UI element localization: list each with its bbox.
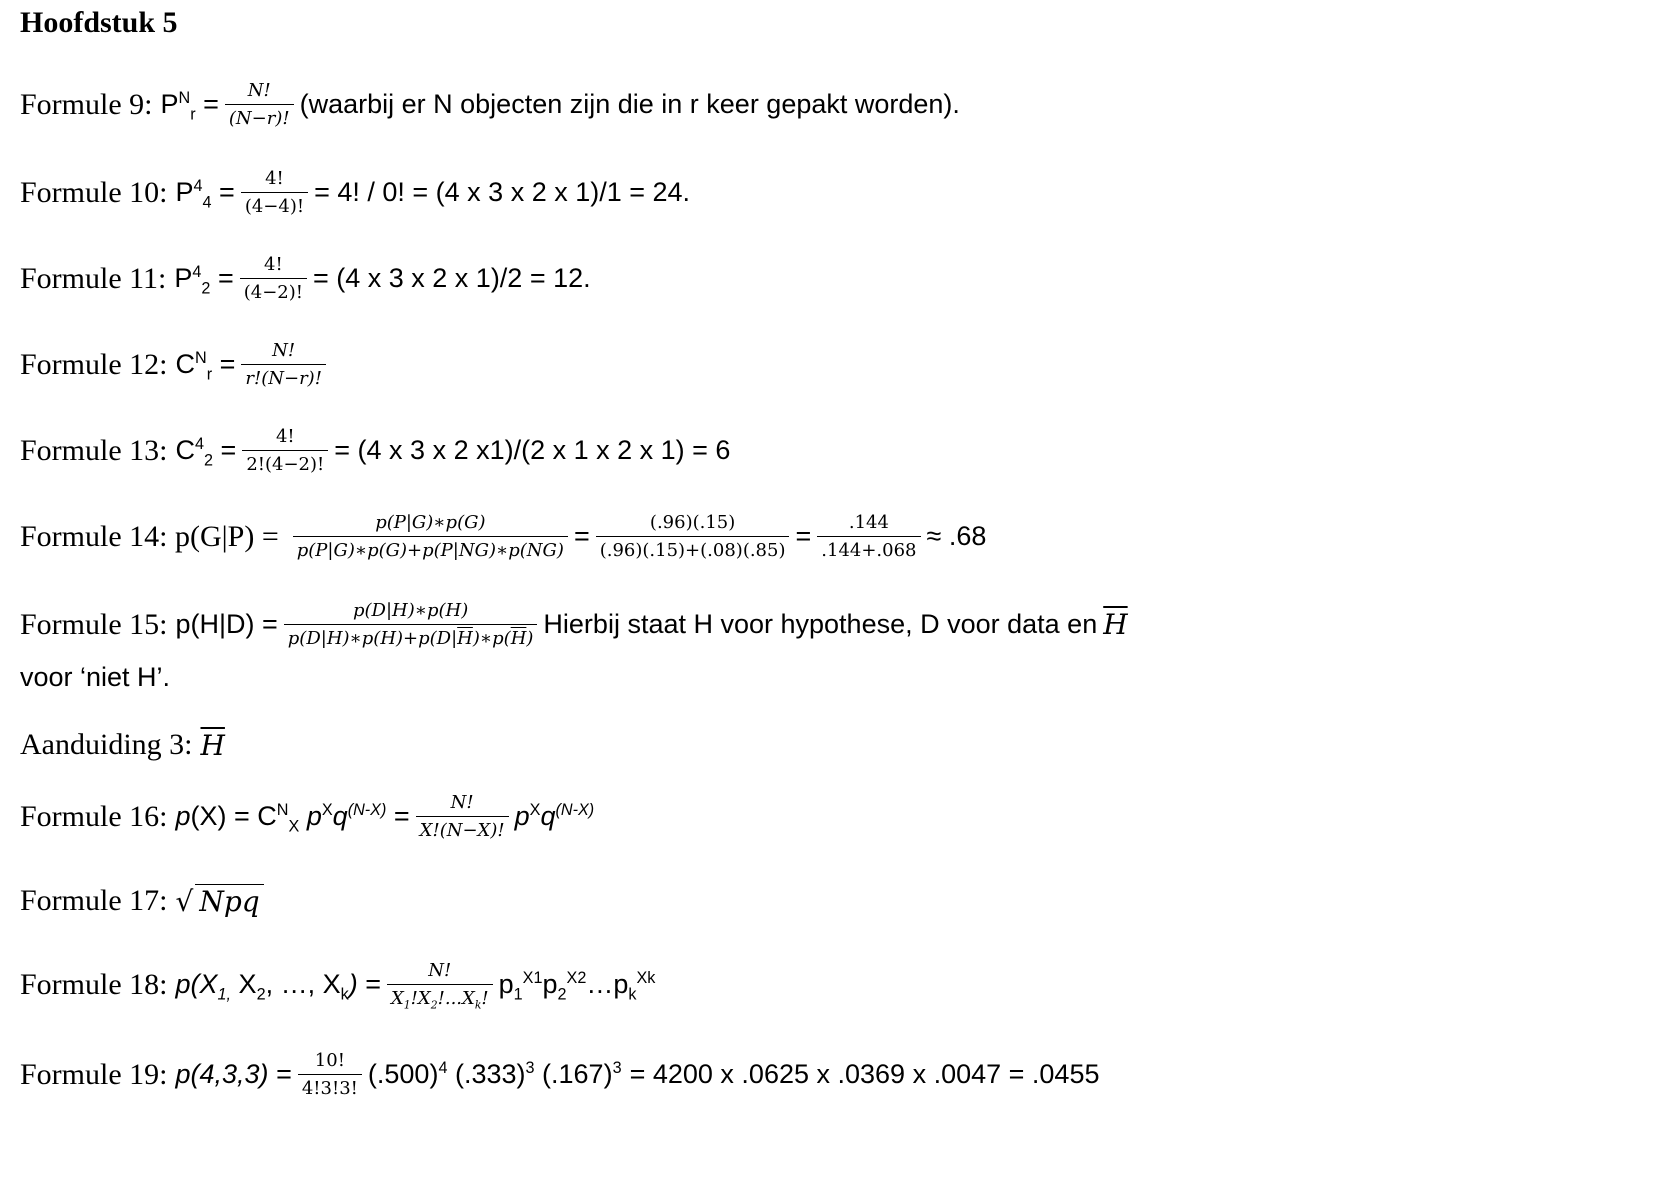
formula-16-denominator: X!(N−X)!: [416, 816, 509, 841]
formula-14-numerator-3: .144: [848, 512, 889, 533]
formula-18: [20, 960, 656, 1012]
formula-9-text: (waarbij er N objecten zijn die in r keer gepakt worden).: [299, 89, 960, 119]
formula-19: [20, 1050, 1099, 1099]
formula-14-numerator-1: p(P|G)∗p(G): [375, 512, 486, 533]
formula-10-numerator: 4!: [265, 168, 284, 189]
formula-16-fraction: [416, 792, 509, 841]
formula-14-numerator-2: (.96)(.15): [649, 512, 736, 533]
formula-13-text: = (4 x 3 x 2 x1)/(2 x 1 x 2 x 1) = 6: [334, 435, 731, 465]
notation-3-label: Aanduiding 3:: [20, 728, 193, 761]
formula-12-denominator: r!(N−r)!: [241, 364, 326, 389]
formula-11-lhs: $P^4_2$ =: [174, 263, 234, 298]
formula-11-numerator: 4!: [264, 254, 283, 275]
formula-16-label: Formule 16:: [20, 799, 168, 833]
formula-10-lhs: $P^4_4$ =: [175, 177, 235, 212]
h-bar-symbol: $\overline{H}$: [200, 728, 225, 762]
formula-13-numerator: 4!: [275, 426, 295, 447]
formula-9-fraction: [225, 80, 294, 129]
formula-18-label: Formule 18:: [20, 967, 168, 1001]
formula-12-fraction: [241, 340, 326, 389]
formula-11-text: = (4 x 3 x 2 x 1)/2 = 12.: [312, 263, 591, 293]
square-root: [176, 884, 264, 918]
h-bar-symbol: $\overline{H}$: [1103, 608, 1128, 641]
formula-19-text: = 4200 x .0625 x .0369 x .0047 = .0455: [629, 1059, 1100, 1089]
formula-19-numerator: 10!: [314, 1050, 345, 1071]
equals-sign: =: [573, 521, 590, 551]
formula-9-denominator: (N−r)!: [225, 104, 294, 129]
radical-sign-icon: √: [175, 885, 194, 918]
formula-15-denominator: $p(D|H)∗p(H)+p(D|\overline{H})∗p(\overline{H})$: [284, 624, 538, 649]
formula-17: [20, 884, 264, 918]
formula-11-denominator: (4−2)!: [240, 278, 307, 303]
formula-15-continuation: voor ‘niet H’.: [20, 662, 171, 692]
formula-11-label: Formule 11:: [20, 261, 167, 295]
formula-9: [20, 80, 960, 129]
formula-19-label: Formule 19:: [20, 1057, 168, 1091]
formula-17-radicand: Npq: [195, 884, 263, 918]
formula-10-fraction: [241, 168, 308, 217]
formula-19-powers: $(.500)^4$ $(.333)^3$ $(.167)^3$: [367, 1059, 622, 1089]
formula-19-fraction: [298, 1050, 362, 1099]
formula-14-text: ≈ .68: [926, 521, 987, 551]
formula-15-fraction: [284, 600, 538, 649]
formula-13-lhs: $C^4_2$ =: [175, 435, 237, 470]
formula-14-fraction-3: [817, 512, 920, 561]
formula-13-label: Formule 13:: [20, 433, 168, 467]
formula-17-label: Formule 17:: [20, 884, 168, 917]
formula-13-denominator: 2!(4−2)!: [242, 450, 328, 475]
equals-sign: =: [795, 521, 812, 551]
formula-15-label: Formule 15:: [20, 607, 168, 641]
formula-10-text: = 4! / 0! = (4 x 3 x 2 x 1)/1 = 24.: [314, 177, 691, 207]
formula-12-numerator: N!: [272, 340, 296, 361]
formula-11-fraction: [240, 254, 307, 303]
formula-16-lhs: $p(X) = C^N_X$ $p^Xq^{(N-X)}$ =: [175, 801, 410, 836]
formula-12-lhs: $C^N_r$ =: [175, 349, 236, 384]
formula-16: [20, 792, 594, 841]
formula-10: [20, 168, 690, 217]
formula-14-fraction-1: [293, 512, 568, 561]
notation-3: [20, 728, 225, 762]
formula-19-lhs: p(4,3,3) =: [175, 1059, 292, 1089]
formula-16-numerator: N!: [450, 792, 474, 813]
formula-18-numerator: N!: [428, 960, 452, 981]
formula-12-label: Formule 12:: [20, 347, 168, 381]
formula-18-fraction: [387, 960, 493, 1012]
formula-14: [20, 512, 986, 561]
formula-15-lhs: p(H|D) =: [175, 609, 278, 639]
formula-10-denominator: (4−4)!: [241, 192, 308, 217]
formula-12: [20, 340, 332, 389]
formula-15-numerator: p(D|H)∗p(H): [352, 600, 469, 621]
formula-18-rhs: $p_1^{X1}p_2^{X2}\dots p_k^{Xk}$: [498, 969, 656, 1004]
formula-13: [20, 426, 730, 475]
chapter-title: Hoofdstuk 5: [20, 6, 178, 39]
formula-14-denominator-3: .144+.068: [817, 536, 920, 561]
formula-13-fraction: [242, 426, 328, 475]
formula-14-label: Formule 14: p(G|P) =: [20, 519, 279, 553]
formula-9-numerator: N!: [247, 80, 271, 101]
formula-15: [20, 600, 1128, 649]
formula-11: [20, 254, 591, 303]
formula-16-rhs: $p^Xq^{(N-X)}$: [514, 801, 595, 831]
formula-9-label: Formule 9:: [20, 87, 153, 121]
formula-18-lhs: $p(X_{1,}$ $X_2$, …, $X_k$) =: [175, 969, 381, 1004]
formula-15-text: Hierbij staat H voor hypothese, D voor data en: [543, 609, 1098, 639]
formula-10-label: Formule 10:: [20, 175, 168, 209]
formula-14-denominator-2: (.96)(.15)+(.08)(.85): [596, 536, 790, 561]
formula-18-denominator: $X_1!X_2!...X_k$!: [387, 984, 493, 1009]
formula-14-fraction-2: [596, 512, 790, 561]
formula-9-lhs: $P^N_r$ =: [160, 89, 219, 124]
formula-14-denominator-1: p(P|G)∗p(G)+p(P|NG)∗p(NG): [293, 536, 568, 561]
formula-19-denominator: 4!3!3!: [298, 1074, 362, 1099]
